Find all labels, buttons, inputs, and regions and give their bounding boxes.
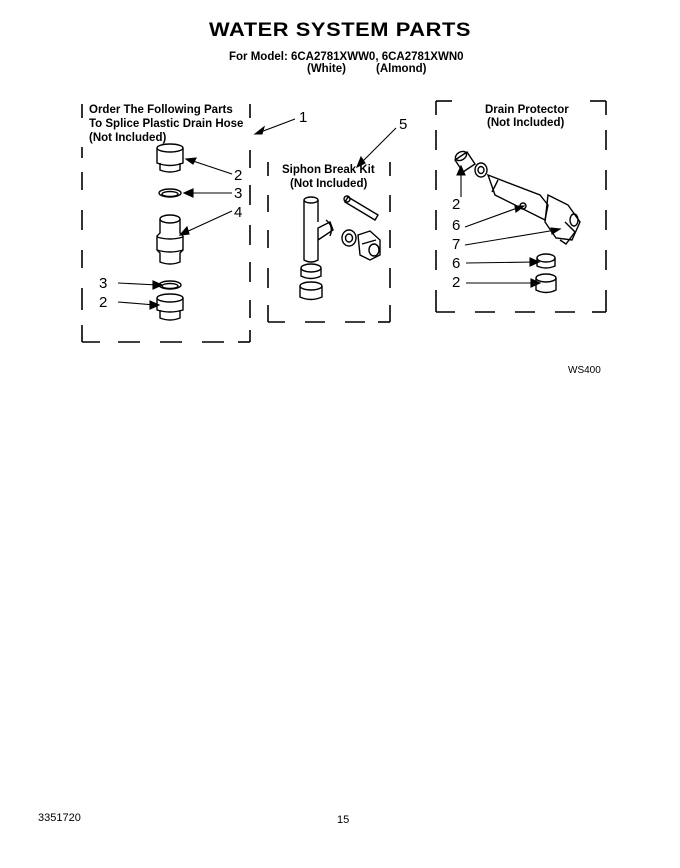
callout-right-7: 7 [452, 236, 461, 253]
splice-box-line2: To Splice Plastic Drain Hose [89, 118, 244, 130]
page-title: WATER SYSTEM PARTS [208, 20, 472, 41]
drain-box-line1: Drain Protector [485, 104, 569, 116]
color-almond-label: (Almond) [376, 63, 427, 75]
splice-box-line1: Order The Following Parts [89, 104, 233, 116]
callout-1: 1 [299, 109, 308, 126]
siphon-kit-drawing [300, 196, 380, 300]
siphon-box-line2: (Not Included) [290, 178, 368, 190]
callout-5: 5 [399, 116, 408, 133]
drain-box-line2: (Not Included) [487, 117, 565, 129]
drain-protector-drawing [454, 150, 580, 293]
callout-left-2b: 2 [99, 294, 108, 311]
callout-right-6a: 6 [452, 217, 461, 234]
page-number: 15 [337, 814, 350, 826]
callout-left-2a: 2 [234, 167, 243, 184]
splice-box-line3: (Not Included) [89, 132, 167, 144]
callout-left-3a: 3 [234, 185, 243, 202]
splice-parts-drawing [157, 144, 183, 320]
color-white-label: (White) [307, 63, 346, 75]
callout-left-3b: 3 [99, 275, 108, 292]
callout-right-6b: 6 [452, 255, 461, 272]
model-line: For Model: 6CA2781XWW0, 6CA2781XWN0 [229, 51, 464, 63]
callout-right-2b: 2 [452, 274, 461, 291]
figure-code: WS400 [568, 365, 601, 376]
siphon-box-line1: Siphon Break Kit [282, 164, 375, 176]
callout-left-4: 4 [234, 204, 243, 221]
callout-right-2a: 2 [452, 196, 461, 213]
doc-number: 3351720 [38, 812, 81, 824]
